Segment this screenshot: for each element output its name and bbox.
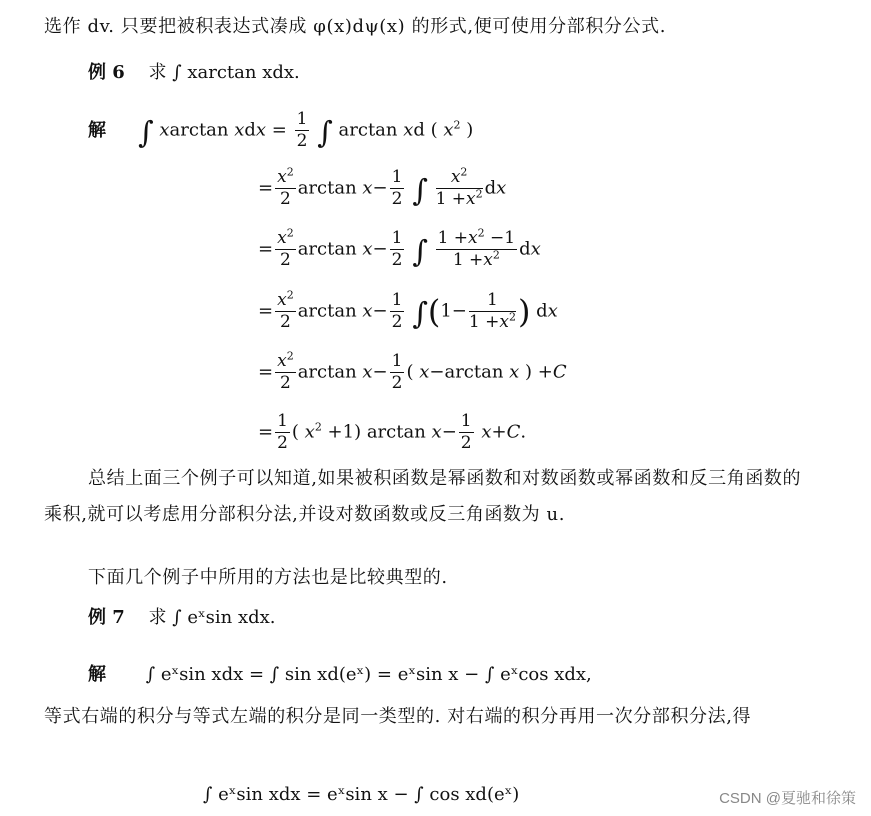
example6-step6: = $\frac{1}{2}$ ( $x^2 +1$) arctan x− $\frac{1}{2}$ x+C. [258, 411, 527, 453]
example7-step2: ∫ eˣsin xdx = eˣsin x − ∫ cos xd(eˣ) [203, 784, 520, 805]
example7-solution-label: 解 [88, 664, 106, 685]
example7-comment: 等式右端的积分与等式左端的积分是同一类型的. 对右端的积分再用一次分部积分法,得 [44, 706, 752, 727]
example6-task: 求 ∫ xarctan xdx. [148, 62, 300, 83]
example7-header [88, 607, 276, 629]
example6-step1: ∫ xarctan xdx = $\frac{1}{2}$ ∫ arctan xd ( $x^2$ ) [138, 109, 474, 151]
example6-solution-label: 解 [88, 120, 106, 141]
example6-step2: = $\frac{x^2}{2}$ arctan x− $\frac{1}{2}$ ∫ $\frac{x^2}{1 +x^2}$ dx [258, 165, 507, 209]
example7-step1: ∫ eˣsin xdx = ∫ sin xd(eˣ) = eˣsin x − ∫ eˣcos xdx, [145, 664, 592, 685]
intro-line: 选作 dv. 只要把被积表达式凑成 φ(x)dψ(x) 的形式,便可使用分部积分公式. [44, 16, 667, 37]
summary-paragraph: 总结上面三个例子可以知道,如果被积函数是幂函数和对数函数或幂函数和反三角函数的乘积,就可以考虑用分部积分法,并设对数函数或反三角函数为 u. [44, 468, 802, 525]
example6-label: 例 6 [88, 62, 125, 83]
example7-step1-line [88, 664, 592, 686]
example6-step4: = $\frac{x^2}{2}$ arctan x− $\frac{1}{2}$ ∫(1− $\frac{1}{1 +x^2}$ ) dx [258, 288, 558, 332]
example6-step5: = $\frac{x^2}{2}$ arctan x− $\frac{1}{2}$ ( x−arctan x ) +C [258, 349, 567, 393]
example7-label: 例 7 [88, 607, 125, 628]
watermark: CSDN @夏驰和徐策 [719, 790, 856, 807]
example6-header [88, 62, 300, 84]
example6-step3: = $\frac{x^2}{2}$ arctan x− $\frac{1}{2}$ ∫ $\frac{1 +x^2 -1}{1 +x^2}$ dx [258, 226, 541, 270]
next-paragraph: 下面几个例子中所用的方法也是比较典型的. [88, 567, 448, 588]
example7-task: 求 ∫ eˣsin xdx. [148, 607, 276, 628]
